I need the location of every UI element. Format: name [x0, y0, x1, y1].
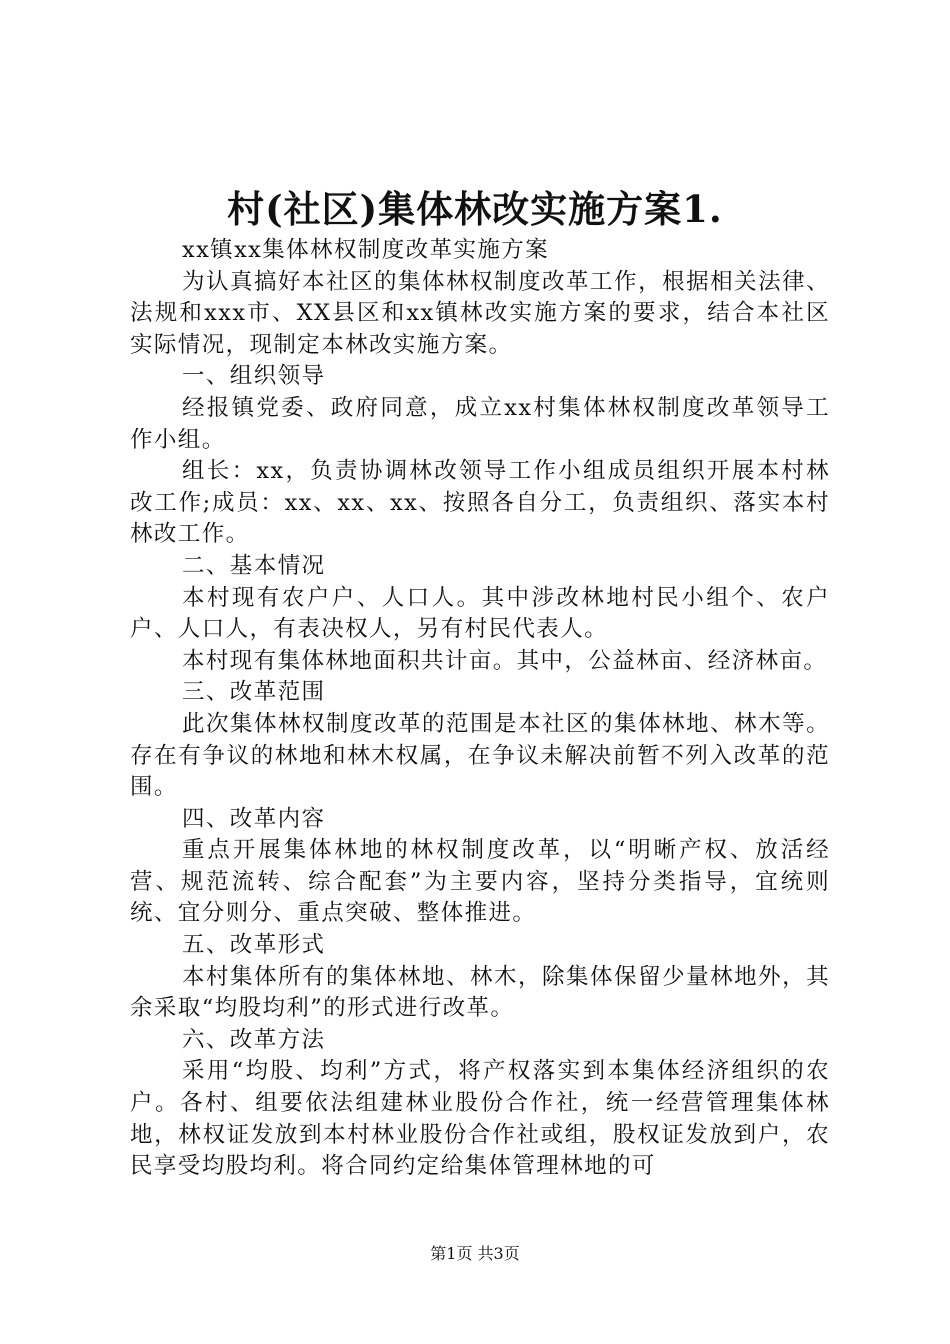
paragraph: 为认真搞好本社区的集体林权制度改革工作，根据相关法律、法规和xxx市、XX县区和xx镇林改实施方案的要求，结合本社区实际情况，现制定本林改实施方案。: [130, 268, 830, 358]
section-heading: 五、改革形式: [182, 932, 326, 959]
paragraph: 本村集体所有的集体林地、林木，除集体保留少量林地外，其余采取“均股均利”的形式进行改革。: [130, 963, 830, 1022]
paragraph: 此次集体林权制度改革的范围是本社区的集体林地、林木等。存在有争议的林地和林木权属，在争议未解决前暂不列入改革的范围。: [130, 710, 830, 801]
document-body: [130, 235, 830, 1183]
section-heading: 六、改革方法: [182, 1026, 326, 1053]
paragraph: 采用“均股、均利”方式，将产权落实到本集体经济组织的农户。各村、组要依法组建林业股份合作社，统一经营管理集体林地，林权证发放到本村林业股份合作社或组，股权证发放到户，农民享受均股均利。将合同约定给集体管理林地的可: [130, 1058, 830, 1180]
page-footer: 第1页 共3页: [430, 1244, 520, 1263]
paragraph: 本村现有农户户、人口人。其中涉改林地村民小组个、农户户、人口人，有表决权人，另有村民代表人。: [130, 584, 830, 643]
section-heading: 一、组织领导: [182, 363, 326, 390]
section-heading: 三、改革范围: [182, 679, 326, 706]
section-heading: 四、改革内容: [182, 805, 326, 832]
paragraph: xx镇xx集体林权制度改革实施方案: [182, 237, 550, 263]
paragraph: 本村现有集体林地面积共计亩。其中，公益林亩、经济林亩。: [182, 647, 828, 674]
paragraph: 组长：xx，负责协调林改领导工作小组成员组织开展本村林改工作;成员：xx、xx、xx、按照各自分工，负责组织、落实本村林改工作。: [130, 458, 830, 548]
paragraph: 经报镇党委、政府同意，成立xx村集体林权制度改革领导工作小组。: [130, 394, 830, 453]
paragraph: 重点开展集体林地的林权制度改革，以“明晰产权、放活经营、规范流转、综合配套”为主要内容，坚持分类指导，宜统则统、宜分则分、重点突破、整体推进。: [130, 837, 830, 927]
document-title: 村(社区)集体林改实施方案1.: [227, 187, 723, 231]
section-heading: 二、基本情况: [182, 552, 326, 579]
